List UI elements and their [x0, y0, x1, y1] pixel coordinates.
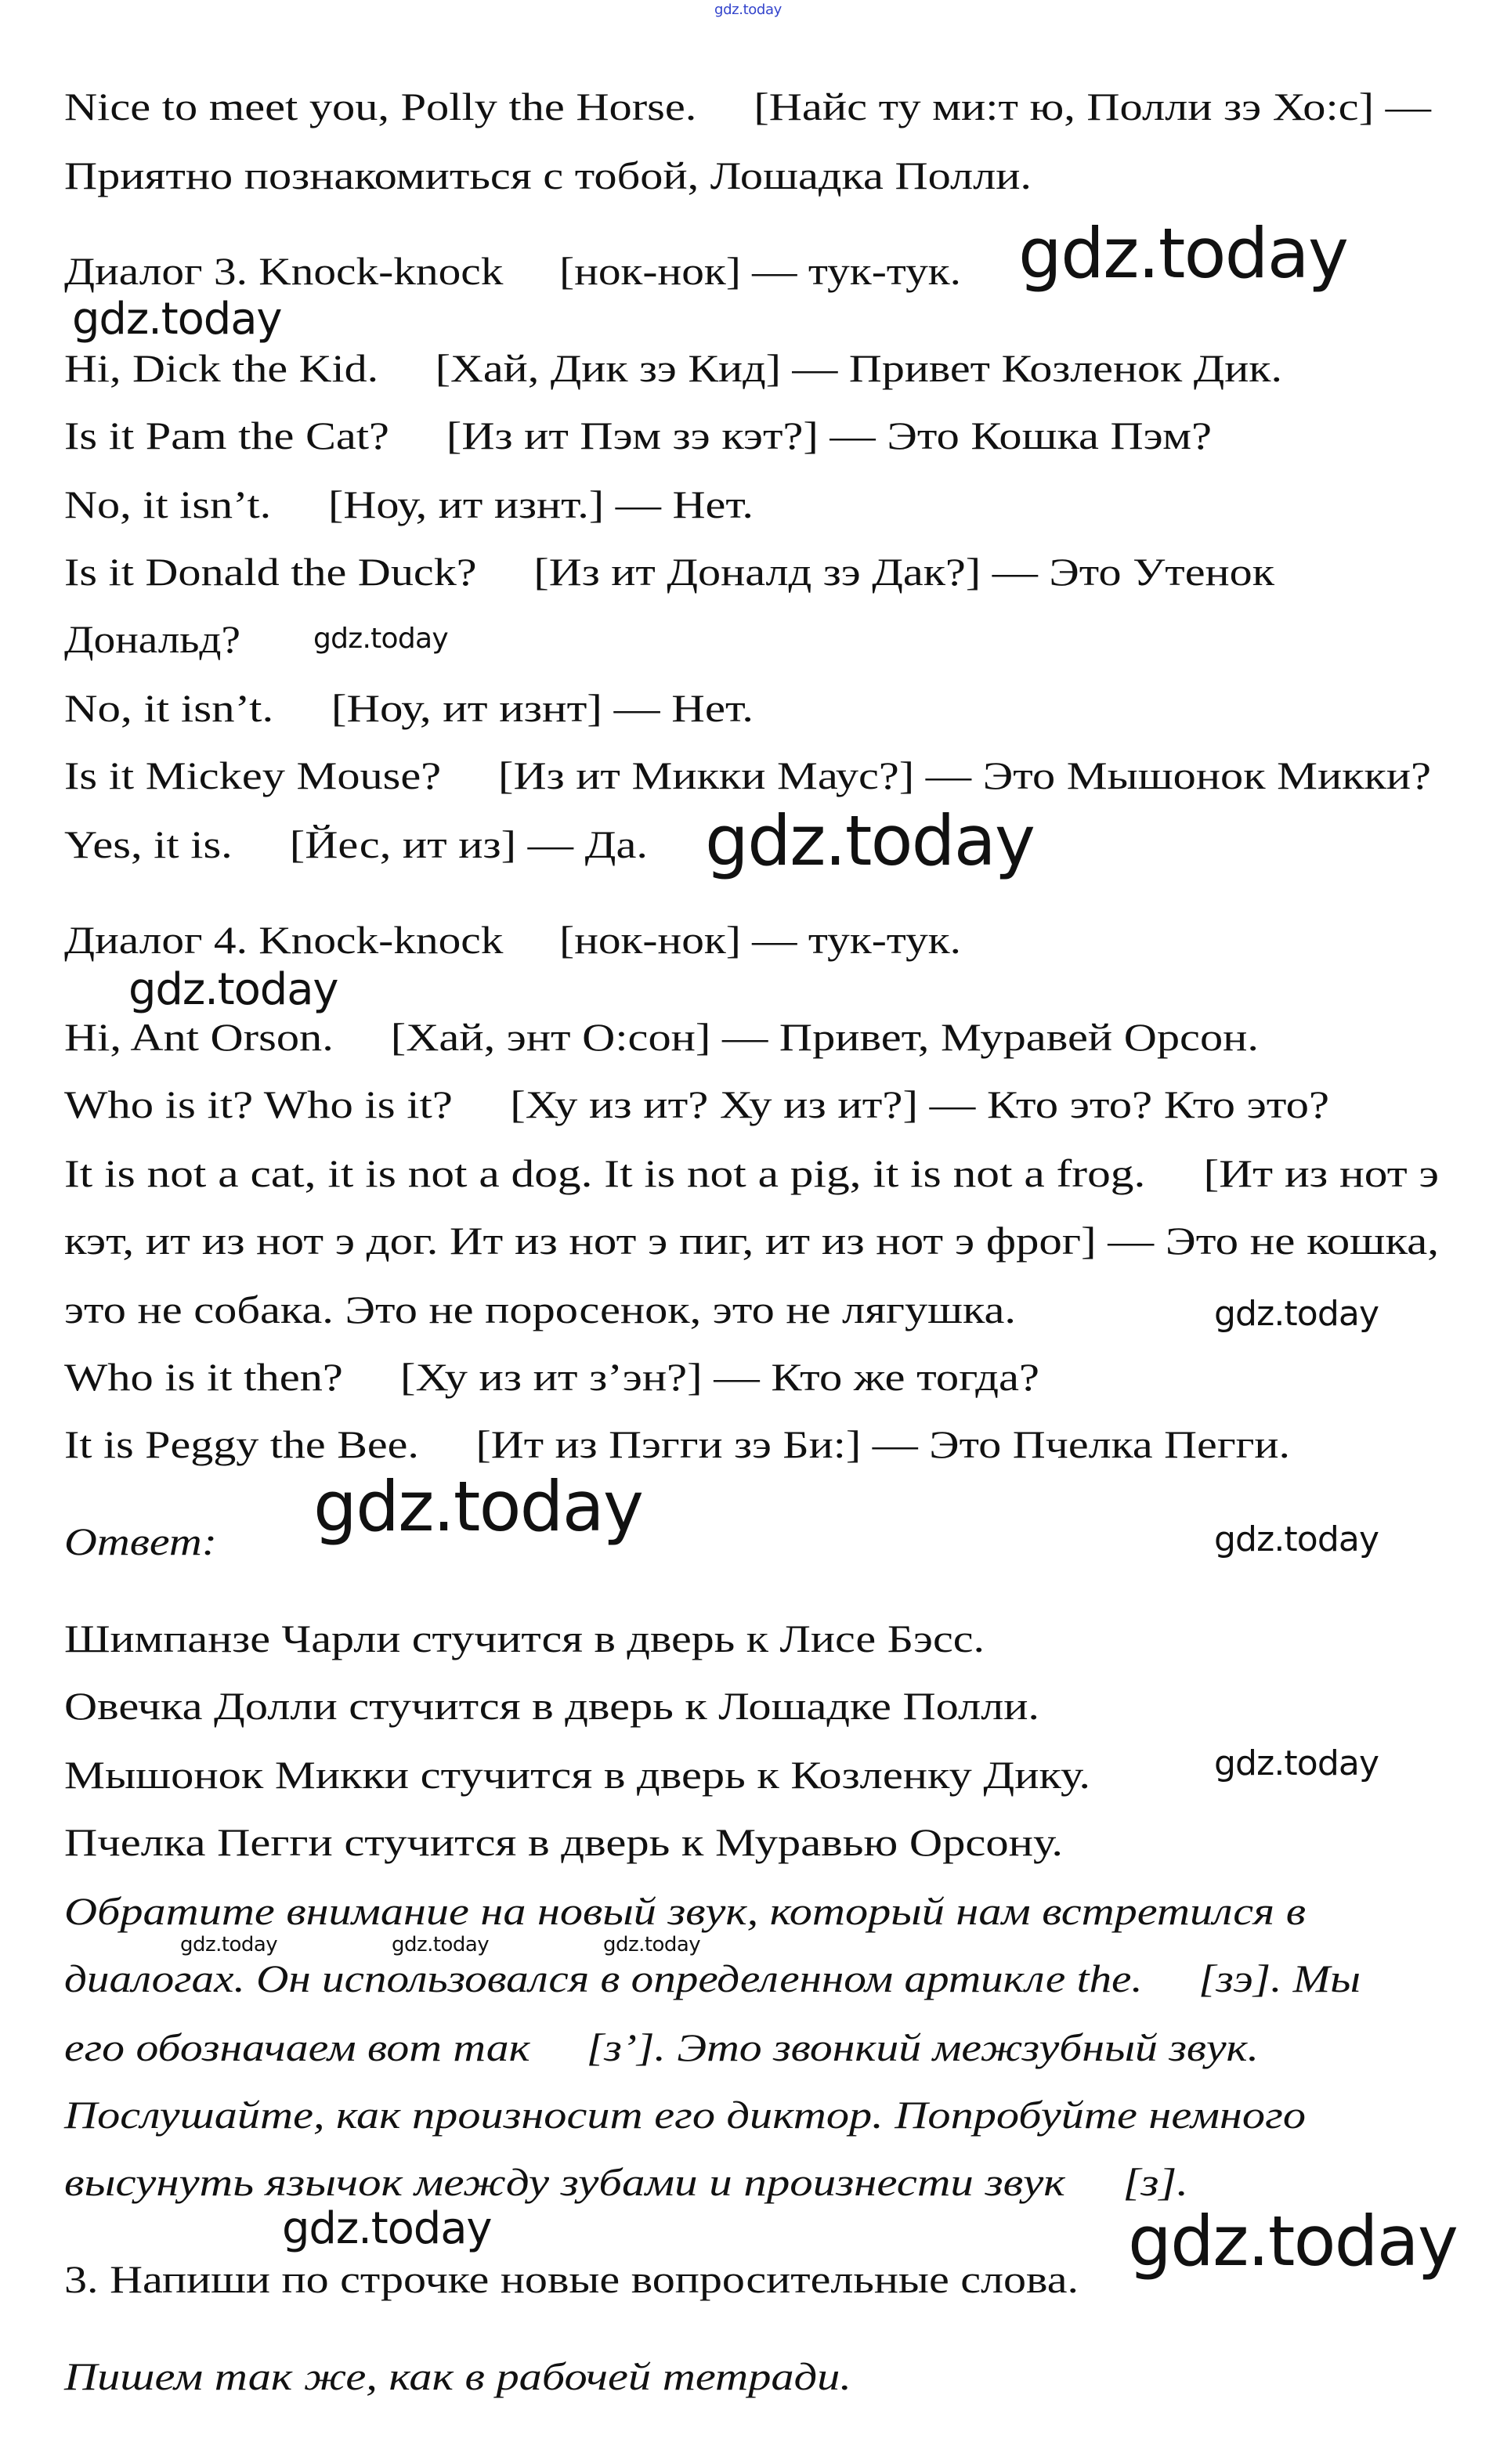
text-line: Шимпанзе Чарли стучится в дверь к Лисе Бэсс.	[64, 1617, 985, 1660]
text-line: Пчелка Пегги стучится в дверь к Муравью Орсону.	[64, 1820, 1063, 1864]
text-line: диалогах. Он использовался в определенном артикле the. [зэ]. Мы	[64, 1956, 1361, 2000]
text-line: Hi, Ant Orson. [Хай, энт О:сон] — Привет, Муравей Орсон.	[64, 1015, 1259, 1059]
text-line: Is it Mickey Mouse? [Из ит Микки Маус?] — Это Мышонок Микки?	[64, 753, 1431, 797]
text-line: высунуть язычок между зубами и произнести звук [з].	[64, 2160, 1188, 2204]
watermark-logo: gdz.today	[1128, 2201, 1458, 2282]
text-line: Who is it then? [Ху из ит з’эн?] — Кто же тогда?	[64, 1355, 1039, 1399]
text-line: Диалог 4. Knock-knock [нок-нок] — тук-тук.	[64, 918, 961, 962]
text-line: его обозначаем вот так [з’]. Это звонкий межзубный звук.	[64, 2025, 1259, 2069]
text-line: Послушайте, как произносит его диктор. Попробуйте немного	[64, 2093, 1306, 2137]
watermark-logo: gdz.today	[603, 1933, 701, 1956]
text-line: 3. Напиши по строчке новые вопросительные слова.	[64, 2257, 1079, 2301]
text-line: Диалог 3. Knock-knock [нок-нок] — тук-тук.	[64, 249, 961, 293]
watermark-logo: gdz.today	[128, 964, 338, 1015]
watermark-logo: gdz.today	[1214, 1519, 1379, 1559]
text-line: Yes, it is. [Йес, ит из] — Да.	[64, 822, 648, 866]
text-line: It is not a cat, it is not a dog. It is not a pig, it is not a frog. [Ит из нот э	[64, 1151, 1439, 1195]
text-line: No, it isn’t. [Ноу, ит изнт.] — Нет.	[64, 482, 754, 526]
text-line: Who is it? Who is it? [Ху из ит? Ху из ит?] — Кто это? Кто это?	[64, 1082, 1329, 1126]
watermark-logo: gdz.today	[313, 1466, 643, 1547]
watermark-logo: gdz.today	[1018, 213, 1348, 294]
text-line: это не собака. Это не поросенок, это не лягушка.	[64, 1288, 1016, 1331]
watermark-logo: gdz.today	[714, 2, 782, 18]
watermark-logo: gdz.today	[282, 2203, 492, 2254]
text-line: Пишем так же, как в рабочей тетради.	[64, 2354, 851, 2398]
watermark-logo: gdz.today	[313, 623, 448, 655]
text-line: Is it Pam the Cat? [Из ит Пэм зэ кэт?] — Это Кошка Пэм?	[64, 414, 1212, 457]
watermark-logo: gdz.today	[180, 1933, 278, 1956]
watermark-logo: gdz.today	[1214, 1294, 1379, 1334]
text-line: Дональд?	[64, 617, 240, 661]
text-line: Овечка Долли стучится в дверь к Лошадке Полли.	[64, 1684, 1039, 1728]
text-line: Hi, Dick the Kid. [Хай, Дик зэ Кид] — Привет Козленок Дик.	[64, 346, 1282, 390]
text-line: Приятно познакомиться с тобой, Лошадка Полли.	[64, 154, 1032, 197]
text-line: It is Peggy the Bee. [Ит из Пэгги зэ Би:] — Это Пчелка Пегги.	[64, 1422, 1290, 1466]
text-line: Ответ:	[64, 1519, 217, 1563]
text-line: кэт, ит из нот э дог. Ит из нот э пиг, ит из нот э фрог] — Это не кошка,	[64, 1219, 1439, 1263]
text-line: Is it Donald the Duck? [Из ит Доналд зэ Дак?] — Это Утенок	[64, 550, 1274, 594]
watermark-logo: gdz.today	[392, 1933, 490, 1956]
watermark-logo: gdz.today	[705, 800, 1035, 881]
watermark-logo: gdz.today	[1214, 1743, 1379, 1783]
text-line: No, it isn’t. [Ноу, ит изнт] — Нет.	[64, 686, 754, 730]
watermark-logo: gdz.today	[72, 294, 282, 345]
text-line: Мышонок Микки стучится в дверь к Козленку Дику.	[64, 1753, 1090, 1797]
text-line: Nice to meet you, Polly the Horse. [Найс ту ми:т ю, Полли зэ Хо:с] —	[64, 85, 1432, 128]
text-line: Обратите внимание на новый звук, который нам встретился в	[64, 1889, 1306, 1933]
